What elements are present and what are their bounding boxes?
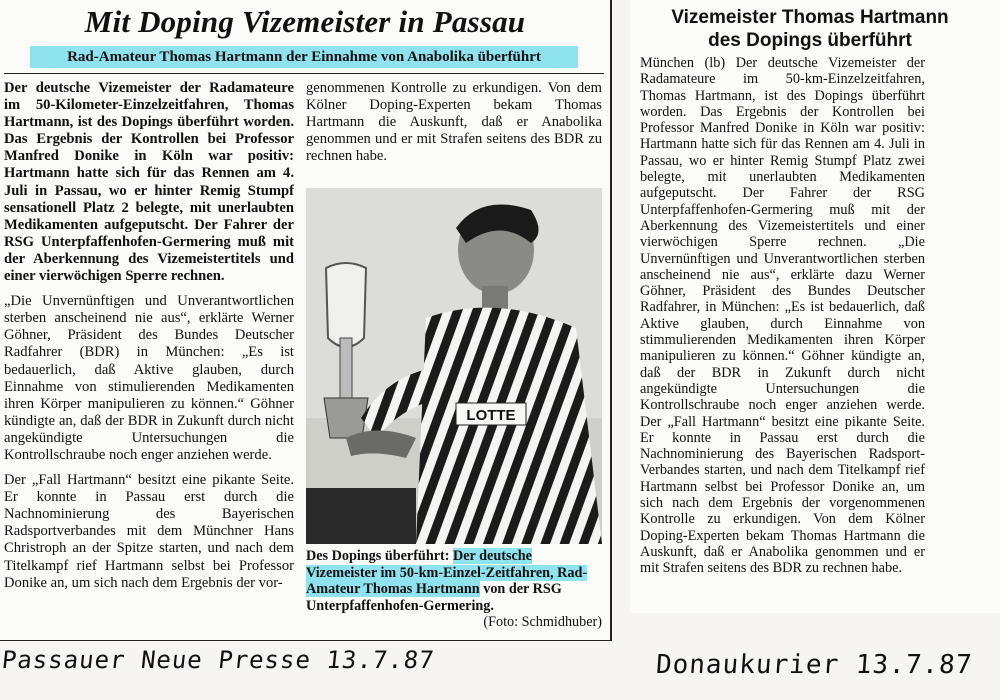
- right-headline-line-1: Vizemeister Thomas Hartmann: [671, 7, 949, 28]
- paragraph-3: Der „Fall Hartmann“ besitzt eine pikante Seite. Er konnte in Passau erst durch die Nachnominierung des Bayerischen Radsportverbandes mit dem Münchner Hans Christroph an der Spitze starten, und nach dem Titelkampf rief Hartmann selbst bei Professor Donike an, um sich nach dem Ergebnis der vor-: [4, 472, 294, 591]
- column-2-text: genommenen Kontrolle zu erkundigen. Von dem Kölner Doping-Experten bekam Thomas Hartmann die Auskunft, daß er Anabolika genommen und er mit Strafen seitens des BDR zu rechnen habe.: [306, 80, 602, 165]
- handwritten-source-left: Passauer Neue Presse 13.7.87: [0, 646, 437, 674]
- photo-credit: (Foto: Schmidhuber): [483, 614, 602, 631]
- jersey-text: LOTTE: [466, 407, 516, 424]
- left-column-2: [306, 80, 602, 173]
- cyclist-illustration: [306, 188, 602, 544]
- handwritten-source-right: Donaukurier 13.7.87: [654, 650, 974, 680]
- cyclist-photo: [306, 188, 602, 544]
- photo-caption: [306, 548, 602, 631]
- right-body-text: München (lb) Der deutsche Vizemeister der Radamateure im 50-km-Einzelzeitfahren, Thomas Hartmann, ist des Dopings überführt worden. Das Ergebnis der Kontrollen bei Professor Manfred Donike in Köln war positiv: Hartmann hatte sich für das Rennen am 4. Juli in Passau, wo er hinter Remig Stumpf Platz zwei belegte, mit unerlaubten Medikamenten aufgeputscht. Der Fahrer der RSG Unterpfaffenhofen-Germering muß mit der Aberkennung des Vizemeistertitels und einer vierwöchigen Sperre rechnen. „Die Unvernünftigen und Unverantwortlichen sterben anscheinend nie aus“, erklärte dazu Werner Göhner, Präsident des Bundes Deutscher Radfahrer, in München: „Es ist bedauerlich, daß Aktive glauben, durch Einnahme von stimmulierenden Medikamenten ihren Körper manipulieren zu können.“ Göhner kündigte an, daß der BDR in Zukunft durch nicht angekündigte Untersuchungen die Kontrollschraube noch enger anziehen werde. Der „Fall Hartmann“ besitzt eine pikante Seite. Er konnte in Passau erst durch die Nachnominierung des Bayerischen Radsport-Verbandes starten, und nach dem Titelkampf rief Hartmann selbst bei Professor Donike an, um sich nach dem Ergebnis der vorgenommenen Kontrolle zu erkundigen. Von dem Kölner Doping-Experten bekam Thomas Hartmann die Auskunft, daß er Anabolika genommen und er mit Strafen seitens des BDR zu rechnen habe.: [640, 55, 925, 577]
- caption-rest: von der RSG Unterpfaffenhofen-Germering.: [306, 581, 562, 614]
- left-column-1: [4, 80, 294, 600]
- caption-lead: Des Dopings überführt:: [306, 548, 450, 564]
- paragraph-2: „Die Unvernünftigen und Unverantwortlichen sterben anscheinend nie aus“, erklärte Werner Göhner, Präsident des Bundes Deutscher Radfahrer (BDR) in München: „Es ist bedauerlich, daß Aktive glauben, durch Einnahme von stimulierenden Medikamenten ihren Körper manipulieren zu können.“ Göhner kündigte an, daß der BDR in Zukunft durch nicht angekündigte Untersuchungen die Kontrollschraube noch enger anziehen werde.: [4, 293, 294, 463]
- caption-highlight: Der deutsche Vizemeister im 50-km-Einzel-Zeitfahren, Rad-Amateur Thomas Hartmann: [306, 548, 588, 598]
- headline-rule: [4, 73, 604, 74]
- right-headline-line-2: des Dopings überführt: [708, 30, 912, 51]
- left-headline: Mit Doping Vizemeister in Passau: [84, 4, 526, 39]
- right-column: [640, 55, 925, 585]
- right-headline: [630, 6, 990, 52]
- left-subheadline: Rad-Amateur Thomas Hartmann der Einnahme von Anabolika überführt: [30, 46, 578, 68]
- lead-paragraph: Der deutsche Vizemeister der Radamateure im 50-Kilometer-Einzelzeitfahren, Thomas Hartmann, ist des Dopings überführt worden. Das Ergebnis der Kontrollen bei Professor Manfred Donike in Köln war positiv: Hartmann hatte sich für das Rennen am 4. Juli in Passau, wo er hinter Remig Stumpf sensationell Platz 2 belegte, mit unerlaubten Medikamenten aufgeputscht. Der Fahrer der RSG Unterpfaffenhofen-Germering muß mit der Aberkennung des Vizemeistertitels und einer vierwöchigen Sperre rechnen.: [4, 80, 294, 285]
